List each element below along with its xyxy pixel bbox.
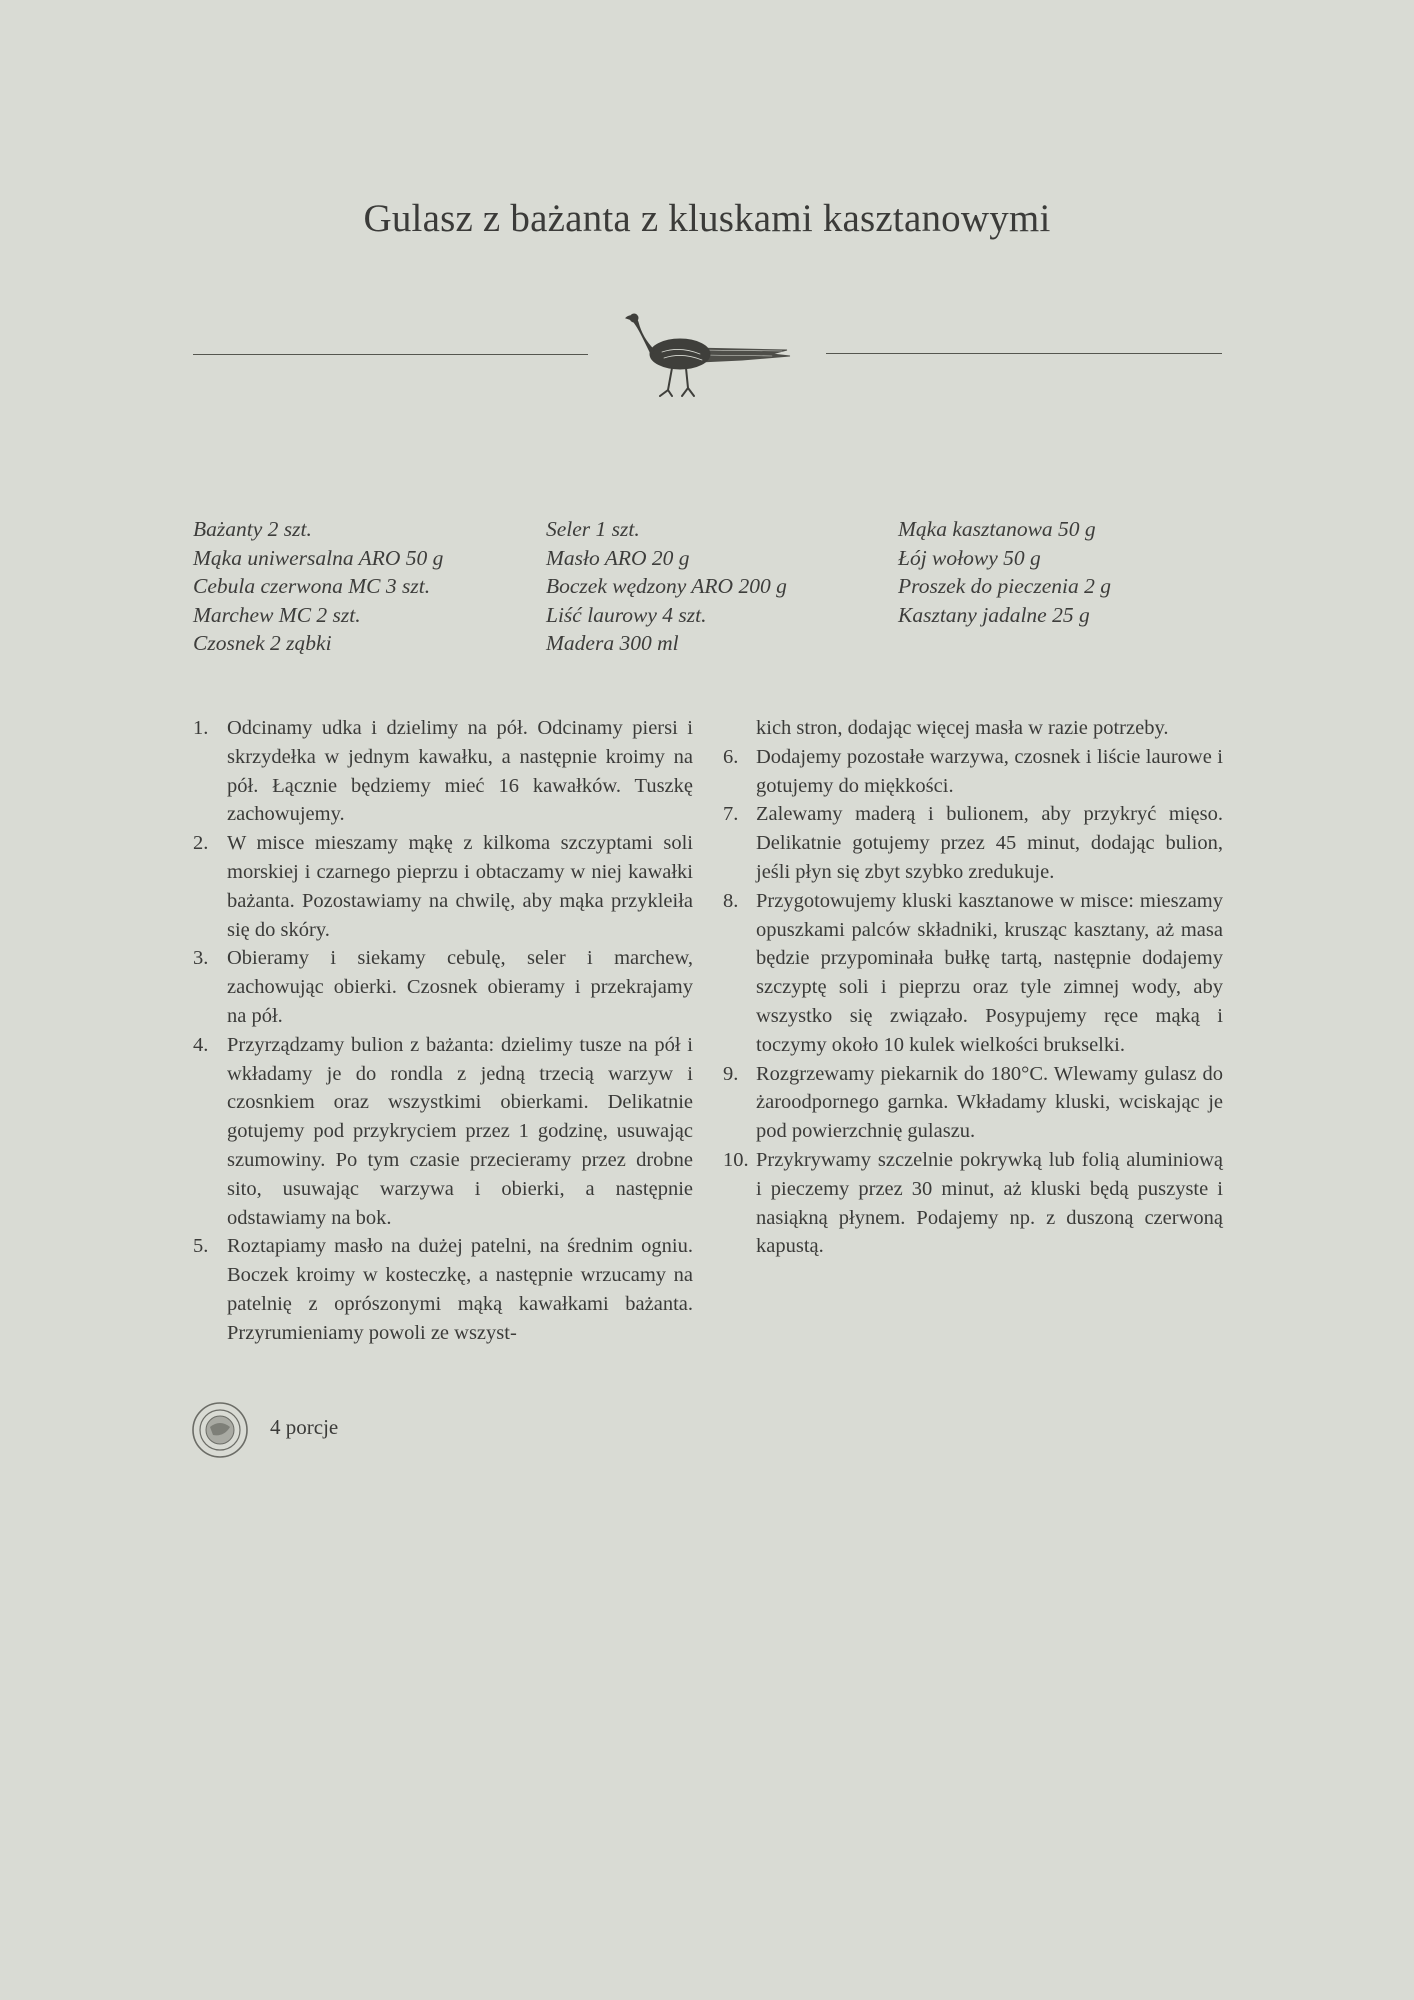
step-number: 3. (193, 947, 209, 970)
step-item (723, 1060, 1223, 1146)
step-number: 6. (723, 745, 739, 768)
step-item (193, 944, 693, 1030)
ingredient-item: Bażanty 2 szt. (193, 517, 312, 541)
ingredient-item: Seler 1 szt. (546, 517, 640, 541)
ingredient-item: Boczek wędzony ARO 200 g (546, 574, 787, 599)
step-number: 2. (193, 832, 209, 855)
step-text: Roztapiamy masło na dużej patelni, na średnim ogniu. Boczek kroimy w kosteczkę, a następnie wrzucamy na patelnię z oprószonymi mąką kawałkami bażanta. Przyrumieniamy powoli ze wszyst- (227, 1235, 693, 1344)
step-number: 5. (193, 1235, 209, 1258)
step-number: 4. (193, 1033, 209, 1056)
step-number: 1. (193, 717, 209, 739)
step-item (193, 714, 693, 829)
ingredient-item: Czosnek 2 ząbki (193, 631, 332, 656)
step-item (723, 887, 1223, 1060)
step-text: Przygotowujemy kluski kasztanowe w misce: mieszamy opuszkami palców składniki, krusząc kasztany, aż masa będzie przypominała bułkę tartą, następnie dodajemy szczyptę soli i pieprzu oraz tyle zimnej wody, aby wszystko się związało. Posypujemy ręce mąką i toczymy około 10 kulek wielkości brukselki. (756, 889, 1223, 1056)
ingredient-item: Łój wołowy 50 g (898, 545, 1041, 570)
step-text: Zalewamy maderą i bulionem, aby przykryć mięso. Delikatnie gotujemy przez 45 minut, dodając bulion, jeśli płyn się zbyt szybko zredukuje. (756, 803, 1223, 883)
ingredient-item: Mąka uniwersalna ARO 50 g (193, 545, 444, 570)
step-number: 10. (723, 1148, 749, 1171)
step-number: 7. (723, 803, 739, 826)
ingredient-item: Mąka kasztanowa 50 g (898, 517, 1096, 541)
step-item (193, 1031, 693, 1233)
step-text: Przyrządzamy bulion z bażanta: dzielimy tusze na pół i wkładamy je do rondla z jedną trzecią warzyw i czosnkiem oraz wszystkimi obierkami. Delikatnie gotujemy pod przykryciem przez 1 godzinę, usuwając szumowiny. Po tym czasie przecieramy przez drobne sito, usuwając warzywa i obierki, a następnie odstawiamy na bok. (227, 1033, 693, 1229)
steps-column-left (193, 714, 693, 1348)
plate-icon (191, 1401, 249, 1459)
step-item (193, 829, 693, 944)
ingredient-item: Madera 300 ml (546, 631, 679, 656)
steps-column-right (723, 714, 1223, 1261)
step-item (723, 743, 1223, 801)
step-item (193, 1232, 693, 1347)
step-text: Obieramy i siekamy cebulę, seler i marchew, zachowując obierki. Czosnek obieramy i przekrajamy na pół. (227, 947, 693, 1027)
step-number: 8. (723, 889, 739, 912)
ingredients-column-2 (546, 515, 787, 658)
ingredient-item: Marchew MC 2 szt. (193, 602, 361, 627)
step-item (723, 1146, 1223, 1261)
step-text: Rozgrzewamy piekarnik do 180°C. Wlewamy gulasz do żaroodpornego garnka. Wkładamy kluski, wciskając je pod powierzchnię gulaszu. (756, 1062, 1223, 1143)
pheasant-icon (622, 306, 794, 402)
ingredients-column-3 (898, 515, 1111, 629)
page-title: Gulasz z bażanta z kluskami kasztanowymi (363, 197, 1051, 240)
divider-left (193, 354, 588, 355)
ingredients-column-1 (193, 515, 443, 658)
step-continuation: kich stron, dodając więcej masła w razie potrzeby. (756, 717, 1169, 739)
ingredient-item: Masło ARO 20 g (546, 545, 690, 570)
divider-right (826, 353, 1222, 354)
step-number: 9. (723, 1062, 739, 1085)
portions-label: 4 porcje (270, 1415, 339, 1439)
step-text: Odcinamy udka i dzielimy na pół. Odcinamy piersi i skrzydełka w jednym kawałku, a następnie kroimy na pół. Łącznie będziemy mieć 16 kawałków. Tuszkę zachowujemy. (227, 717, 693, 826)
ingredient-item: Kasztany jadalne 25 g (898, 602, 1090, 627)
step-item (723, 800, 1223, 886)
step-text: Dodajemy pozostałe warzywa, czosnek i liście laurowe i gotujemy do miękkości. (756, 745, 1223, 797)
step-text: Przykrywamy szczelnie pokrywką lub folią aluminiową i pieczemy przez 30 minut, aż kluski będą puszyste i nasiąkną płynem. Podajemy np. z duszoną czerwoną kapustą. (756, 1148, 1223, 1258)
step-text: W misce mieszamy mąkę z kilkoma szczyptami soli morskiej i czarnego pieprzu i obtaczamy w niej kawałki bażanta. Pozostawiamy na chwilę, aby mąka przykleiła się do skóry. (227, 832, 693, 941)
ingredient-item: Cebula czerwona MC 3 szt. (193, 574, 431, 599)
ingredient-item: Proszek do pieczenia 2 g (898, 574, 1111, 599)
ingredient-item: Liść laurowy 4 szt. (546, 602, 707, 627)
